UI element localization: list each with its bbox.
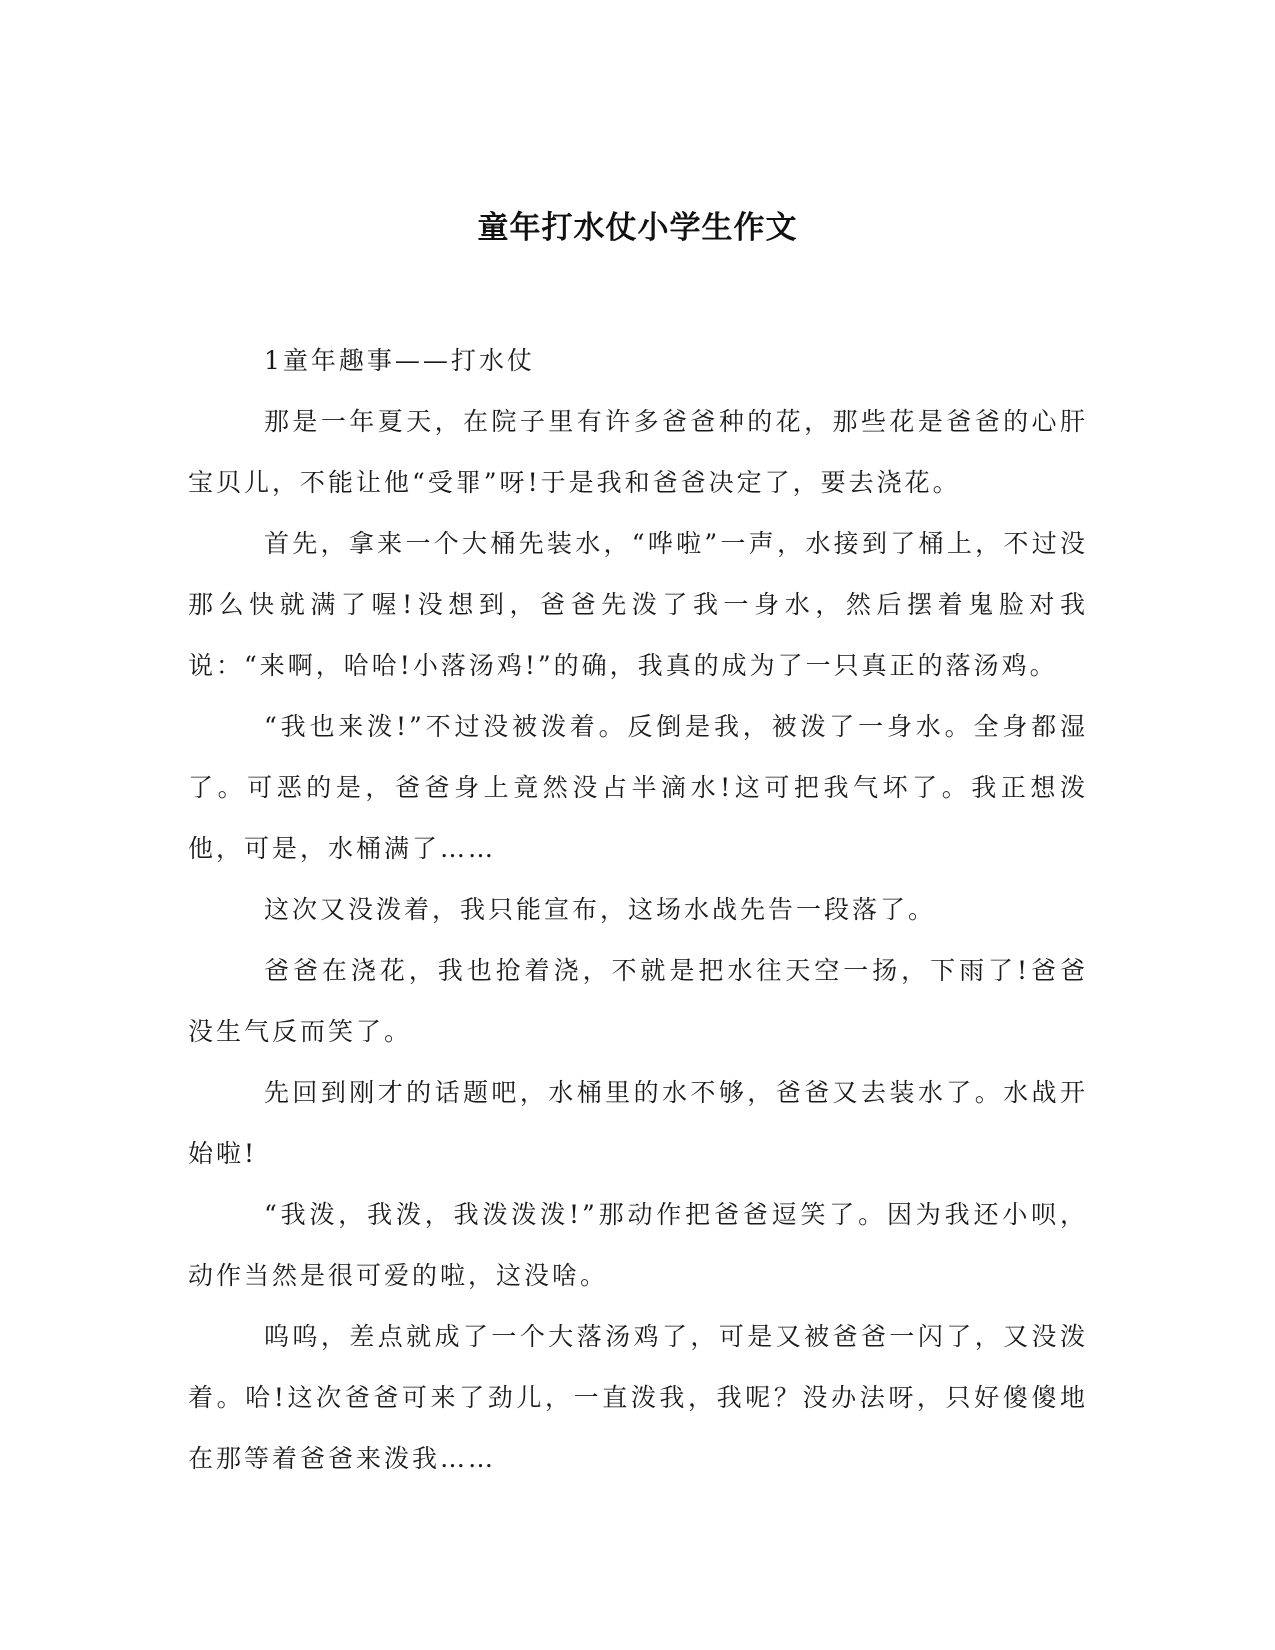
paragraph: 这次又没泼着，我只能宣布，这场水战先告一段落了。 — [264, 895, 937, 924]
document-body — [188, 330, 1088, 1489]
paragraph: 爸爸在浇花，我也抢着浇，不就是把水往天空一扬，下雨了!爸爸没生气反而笑了。 — [188, 956, 1088, 1046]
paragraph: 先回到刚才的话题吧，水桶里的水不够，爸爸又去装水了。水战开始啦! — [188, 1078, 1088, 1168]
paragraph: “我泼，我泼，我泼泼泼!”那动作把爸爸逗笑了。因为我还小呗，动作当然是很可爱的啦，这没啥。 — [188, 1200, 1088, 1290]
document-title: 童年打水仗小学生作文 — [477, 210, 798, 246]
paragraph: 呜呜，差点就成了一个大落汤鸡了，可是又被爸爸一闪了，又没泼着。哈!这次爸爸可来了劲儿，一直泼我，我呢？没办法呀，只好傻傻地在那等着爸爸来泼我…… — [188, 1322, 1088, 1473]
paragraph: 那是一年夏天，在院子里有许多爸爸种的花，那些花是爸爸的心肝宝贝儿，不能让他“受罪”呀!于是我和爸爸决定了，要去浇花。 — [188, 407, 1088, 497]
paragraph: “我也来泼!”不过没被泼着。反倒是我，被泼了一身水。全身都湿了。可恶的是，爸爸身上竟然没占半滴水!这可把我气坏了。我正想泼他，可是，水桶满了…… — [188, 712, 1088, 863]
paragraph-heading: 1童年趣事——打水仗 — [264, 346, 535, 375]
paragraph: 首先，拿来一个大桶先装水，“哗啦”一声，水接到了桶上，不过没那么快就满了喔!没想到，爸爸先泼了我一身水，然后摆着鬼脸对我说：“来啊，哈哈!小落汤鸡!”的确，我真的成为了一只真正的落汤鸡。 — [188, 529, 1088, 680]
